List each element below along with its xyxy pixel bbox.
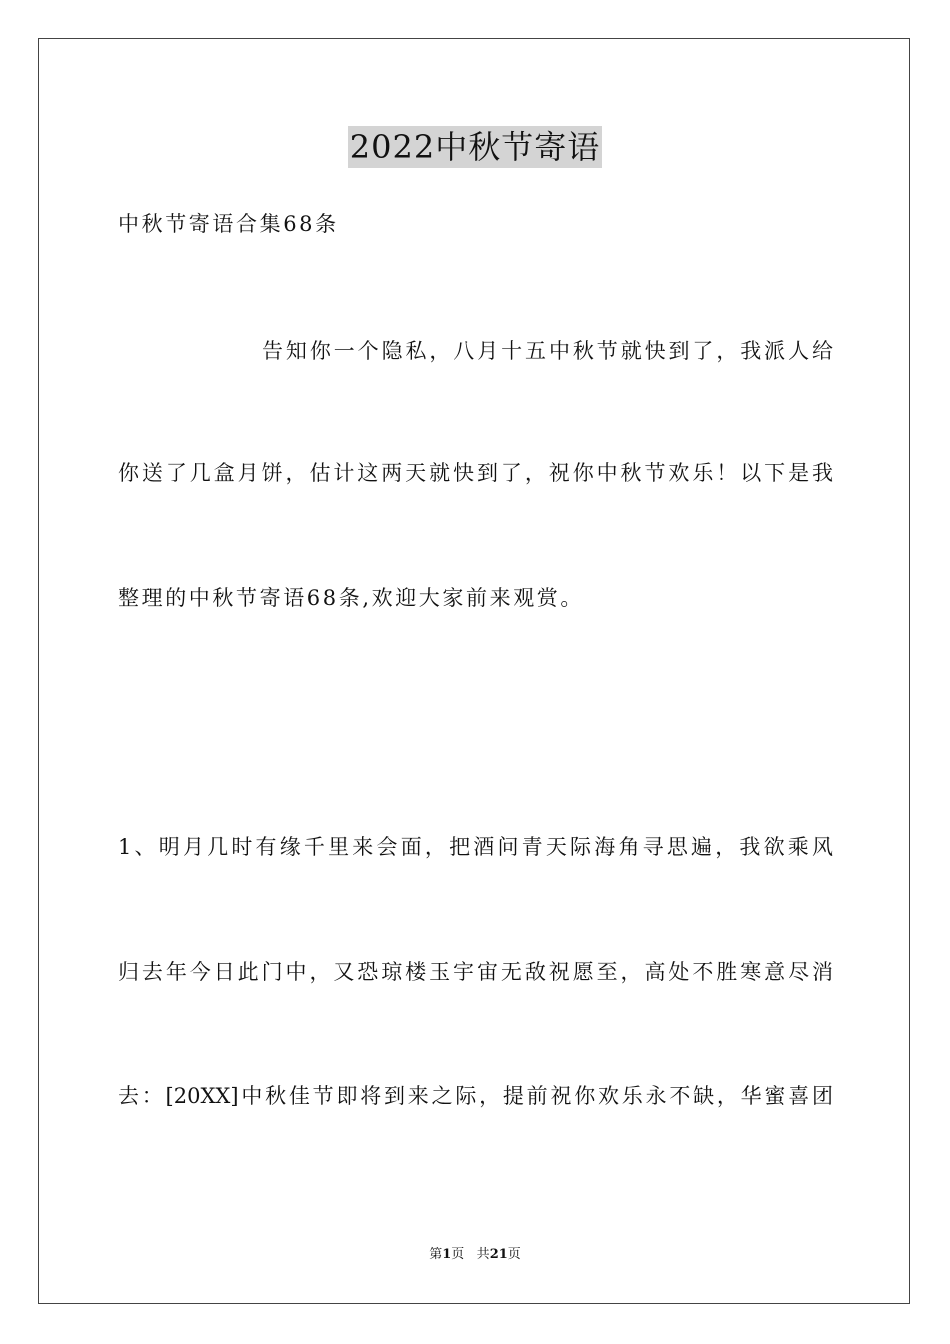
- paragraph-line-3: 整理的中秋节寄语68条,欢迎大家前来观赏。: [118, 586, 584, 610]
- footer-total-pages: 21: [489, 1247, 508, 1262]
- document-title: 2022中秋节寄语: [349, 128, 601, 166]
- footer-page-number: 1: [442, 1247, 452, 1262]
- document-subtitle: 中秋节寄语合集68条: [118, 212, 339, 236]
- footer-total-suffix: 页: [507, 1247, 521, 1262]
- paragraph-line-6: 去：[20XX]中秋佳节即将到来之际，提前祝你欢乐永不缺，华蜜喜团: [118, 1084, 833, 1108]
- paragraph-line-4: 1、明月几时有缘千里来会面，把酒问青天际海角寻思遍，我欲乘风: [118, 835, 833, 859]
- page-footer: [0, 1246, 950, 1264]
- footer-page-prefix: 第: [429, 1247, 443, 1262]
- title-container: [0, 126, 950, 168]
- paragraph-line-2: 你送了几盒月饼，估计这两天就快到了，祝你中秋节欢乐！以下是我: [118, 461, 833, 485]
- paragraph-line-1: 告知你一个隐私，八月十五中秋节就快到了，我派人给: [262, 339, 833, 363]
- paragraph-line-5: 归去年今日此门中，又恐琼楼玉宇宙无敌祝愿至，高处不胜寒意尽消: [118, 960, 833, 984]
- footer-total-prefix: 共: [476, 1247, 490, 1262]
- footer-page-suffix: 页: [451, 1247, 465, 1262]
